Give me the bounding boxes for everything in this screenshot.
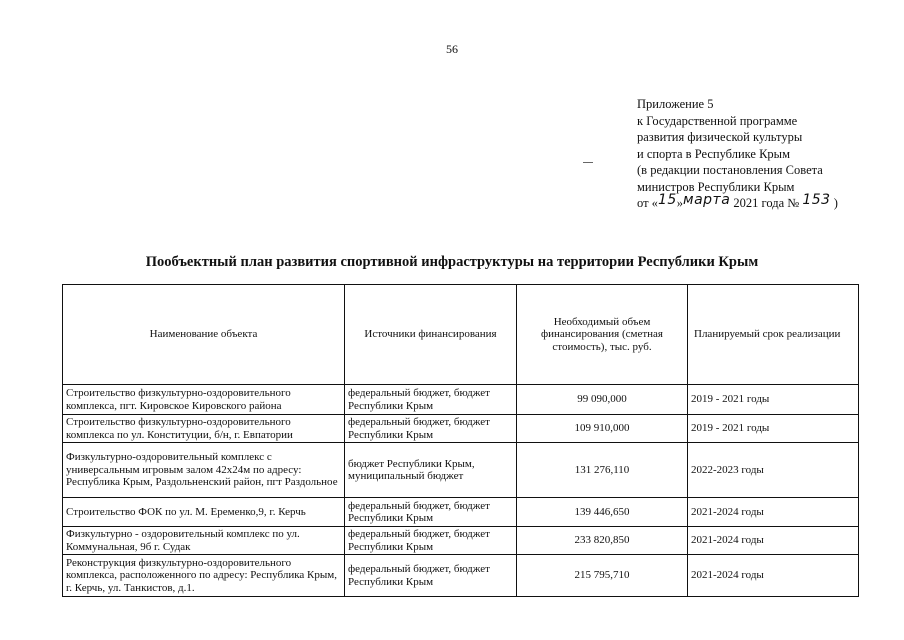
column-header-name: Наименование объекта: [63, 285, 345, 385]
appendix-line: развития физической культуры: [637, 130, 803, 144]
amount-cell: 99 090,000: [517, 385, 688, 415]
column-header-term: Планируемый срок реализации: [688, 285, 859, 385]
amount-cell: 109 910,000: [517, 415, 688, 443]
date-prefix: от «: [637, 196, 658, 210]
amount-cell: 131 276,110: [517, 443, 688, 498]
handwritten-month: марта: [683, 192, 731, 208]
object-name-cell: Физкультурно-оздоровительный комплекс с универсальным игровым залом 42х24м по адресу: Республика Крым, Раздольненский район, пгт Раздольное: [63, 443, 345, 498]
term-cell: 2022-2023 годы: [688, 443, 859, 498]
resolution-date-line: [637, 192, 877, 212]
amount-cell: 139 446,650: [517, 498, 688, 527]
appendix-line: министров Республики Крым: [637, 179, 795, 194]
closing-paren: ): [830, 196, 838, 210]
quote-close: »: [676, 196, 684, 210]
funding-source-cell: федеральный бюджет, бюджет Республики Крым: [345, 498, 517, 527]
table-row: [63, 415, 859, 443]
appendix-block: [637, 96, 877, 212]
object-name-cell: Строительство физкультурно-оздоровительного комплекса, пгт. Кировское Кировского района: [63, 385, 345, 415]
term-cell: 2021-2024 годы: [688, 555, 859, 597]
page-number: 56: [446, 42, 458, 56]
funding-source-cell: федеральный бюджет, бюджет Республики Крым: [345, 385, 517, 415]
table-row: [63, 385, 859, 415]
column-header-source: Источники финансирования: [345, 285, 517, 385]
term-cell: 2019 - 2021 годы: [688, 385, 859, 415]
appendix-line: Приложение 5: [637, 97, 714, 111]
year-text: 2021 года №: [730, 196, 803, 210]
term-cell: 2019 - 2021 годы: [688, 415, 859, 443]
table-header-row: [63, 285, 859, 385]
infrastructure-plan-table: [62, 284, 859, 597]
term-cell: 2021-2024 годы: [688, 527, 859, 555]
object-name-cell: Строительство ФОК по ул. М. Еременко,9, г. Керчь: [63, 498, 345, 527]
table-row: [63, 555, 859, 597]
table-row: [63, 443, 859, 498]
document-title: Пообъектный план развития спортивной инфраструктуры на территории Республики Крым: [145, 254, 759, 270]
amount-cell: 233 820,850: [517, 527, 688, 555]
handwritten-number: 153: [802, 192, 831, 208]
term-cell: 2021-2024 годы: [688, 498, 859, 527]
table-row: [63, 498, 859, 527]
appendix-line: к Государственной программе: [637, 113, 798, 128]
funding-source-cell: федеральный бюджет, бюджет Республики Крым: [345, 527, 517, 555]
handwritten-day: 15: [657, 192, 677, 208]
funding-source-cell: федеральный бюджет, бюджет Республики Крым: [345, 415, 517, 443]
object-name-cell: Физкультурно - оздоровительный комплекс по ул. Коммунальная, 9б г. Судак: [63, 527, 345, 555]
object-name-cell: Строительство физкультурно-оздоровительного комплекса по ул. Конституции, б/н, г. Евпатории: [63, 415, 345, 443]
funding-source-cell: федеральный бюджет, бюджет Республики Крым: [345, 555, 517, 597]
appendix-line: и спорта в Республике Крым: [637, 146, 790, 161]
object-name-cell: Реконструкция физкультурно-оздоровительного комплекса, расположенного по адресу: Республика Крым, г. Керчь, ул. Танкистов, д.1.: [63, 555, 345, 597]
appendix-line: (в редакции постановления Совета: [637, 163, 823, 177]
column-header-amount: Необходимый объем финансирования (сметная стоимость), тыс. руб.: [517, 285, 688, 385]
margin-mark: [583, 162, 593, 163]
amount-cell: 215 795,710: [517, 555, 688, 597]
funding-source-cell: бюджет Республики Крым, муниципальный бюджет: [345, 443, 517, 498]
table-row: [63, 527, 859, 555]
